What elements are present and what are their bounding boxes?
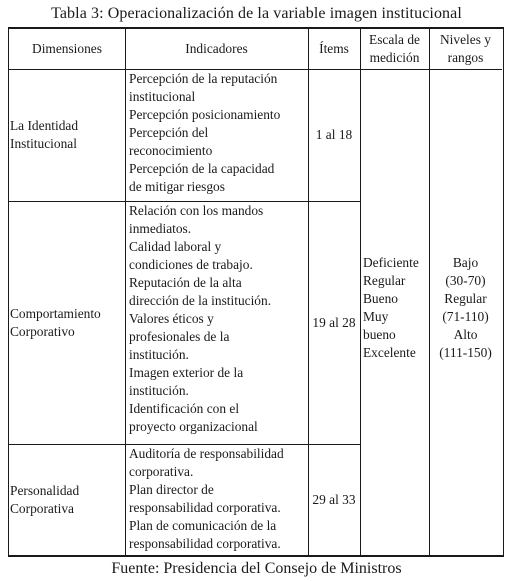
table-caption: Tabla 3: Operacionalización de la variable imagen institucional (51, 5, 462, 22)
indicator-line: Percepción del (129, 125, 209, 140)
indicator-line: responsabilidad corporativa. (129, 500, 281, 515)
header-niveles-line: Niveles y (440, 32, 491, 47)
indicator-line: Imagen exterior de la (129, 365, 244, 380)
indicator-line: Percepción posicionamiento (129, 107, 281, 122)
indicator-line: dirección de la institución. (129, 293, 272, 308)
scale-value: Regular (363, 273, 406, 288)
indicator-line: condiciones de trabajo. (129, 257, 253, 272)
scale-value: Bueno (363, 291, 398, 306)
indicator-line: proyecto organizacional (129, 419, 258, 434)
scale-value: Deficiente (363, 255, 419, 270)
table-source: Fuente: Presidencia del Consejo de Ministros (111, 560, 402, 577)
level-value: Alto (453, 327, 478, 342)
scale-value: Muy (363, 309, 389, 324)
header-items: Ítems (319, 41, 349, 56)
header-dimensiones: Dimensiones (32, 41, 102, 56)
indicator-line: Valores éticos y (129, 311, 214, 326)
operationalization-table (8, 27, 504, 557)
level-value: (111-150) (439, 345, 492, 360)
items-comportamiento: 19 al 28 (312, 314, 356, 330)
level-value: (30-70) (445, 273, 486, 288)
level-value: Bajo (452, 255, 479, 270)
indicator-line: reconocimiento (129, 143, 213, 158)
header-escala-line: medición (369, 50, 420, 65)
indicator-line: Plan director de (129, 482, 214, 497)
dimension-comportamiento (9, 201, 125, 444)
indicator-line: Relación con los mandos (129, 203, 264, 218)
items-personalidad: 29 al 33 (312, 491, 356, 507)
level-value: (71-110) (442, 309, 489, 324)
dimension-line: Corporativa (10, 500, 74, 516)
dimension-line: Corporativo (10, 323, 75, 339)
indicator-line: Percepción de la reputación (129, 71, 278, 86)
indicator-line: Auditoría de responsabilidad (129, 446, 284, 461)
level-value: Regular (444, 291, 487, 306)
dimension-line: La Identidad (10, 118, 79, 133)
indicator-line: institución. (129, 383, 189, 398)
header-escala-line: Escala de (369, 32, 420, 47)
dimension-line: Personalidad (10, 482, 80, 498)
indicator-line: Reputación de la alta (129, 275, 242, 290)
indicator-line: de mitigar riesgos (129, 179, 225, 194)
scale-value: bueno (363, 327, 396, 342)
indicator-line: corporativa. (129, 464, 194, 479)
indicator-line: institución. (129, 347, 189, 362)
header-niveles (429, 29, 502, 69)
indicator-line: Identificación con el (129, 401, 240, 416)
dimension-personalidad (9, 444, 125, 555)
indicadores-comportamiento (125, 201, 308, 444)
indicator-line: inmediatos. (129, 221, 192, 236)
header-niveles-line: rangos (447, 50, 484, 65)
header-escala (360, 29, 429, 69)
indicator-line: profesionales de la (129, 329, 230, 344)
header-indicadores: Indicadores (185, 41, 248, 56)
indicator-line: Calidad laboral y (129, 239, 222, 254)
indicadores-identidad (125, 69, 308, 201)
indicator-line: institucional (129, 89, 196, 104)
indicator-line: Percepción de la capacidad (129, 161, 275, 176)
dimension-line: Comportamiento (10, 305, 101, 321)
dimension-identidad (9, 69, 125, 201)
indicator-line: responsabilidad corporativa. (129, 536, 281, 551)
escala-medicion (360, 69, 429, 555)
indicator-line: Plan de comunicación de la (129, 518, 277, 533)
dimension-line: Institucional (10, 136, 77, 151)
niveles-rangos (429, 69, 502, 555)
scale-value: Excelente (363, 345, 416, 360)
indicadores-personalidad (125, 444, 308, 555)
items-identidad: 1 al 18 (315, 127, 353, 142)
